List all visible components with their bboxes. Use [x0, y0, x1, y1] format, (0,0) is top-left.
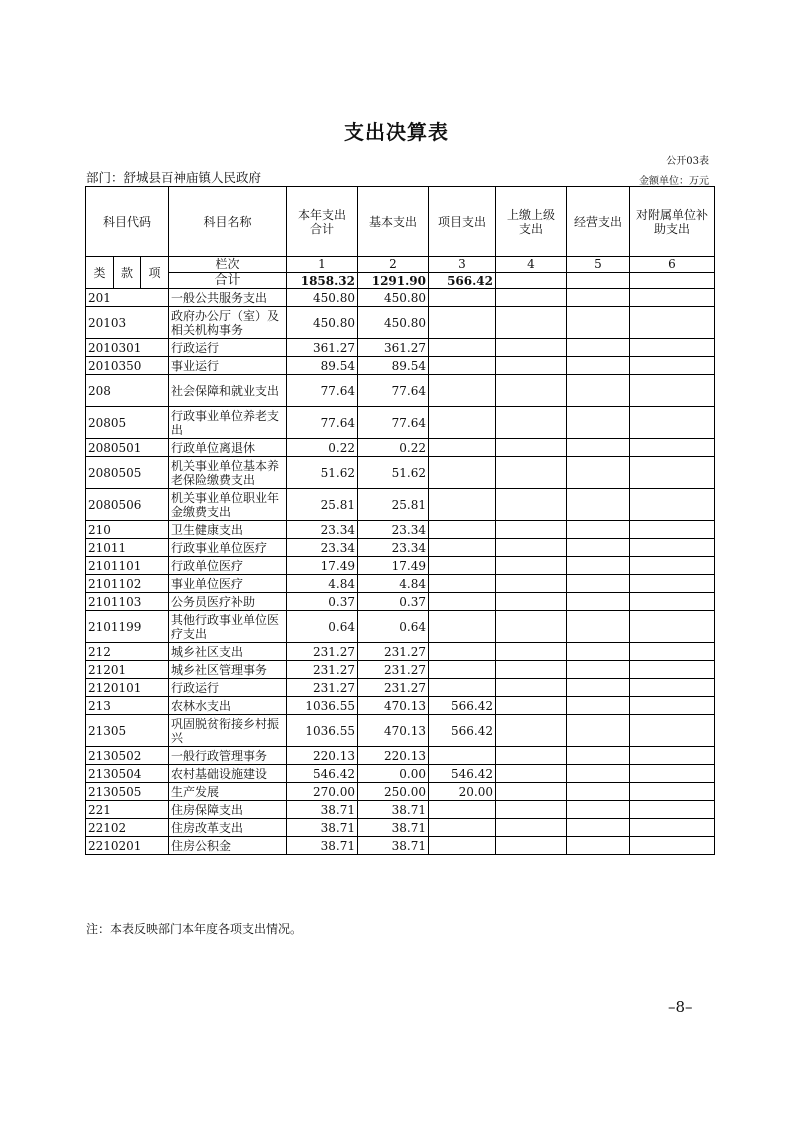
row-code: 2101103	[86, 593, 169, 611]
row-upper	[496, 611, 567, 643]
row-business	[567, 521, 630, 539]
row-upper	[496, 679, 567, 697]
row-project: 546.42	[429, 765, 496, 783]
header-row	[86, 187, 715, 257]
row-total: 89.54	[287, 357, 358, 375]
table-row	[86, 307, 715, 339]
row-project	[429, 289, 496, 307]
row-business	[567, 307, 630, 339]
row-name: 行政事业单位医疗	[169, 539, 287, 557]
row-business	[567, 407, 630, 439]
row-code: 2010350	[86, 357, 169, 375]
table-row	[86, 357, 715, 375]
row-upper	[496, 747, 567, 765]
row-upper	[496, 715, 567, 747]
row-upper	[496, 837, 567, 855]
table-row	[86, 715, 715, 747]
row-business	[567, 801, 630, 819]
row-basic: 77.64	[358, 407, 429, 439]
row-name: 城乡社区管理事务	[169, 661, 287, 679]
table-row	[86, 557, 715, 575]
row-subsidy	[630, 557, 715, 575]
row-name: 卫生健康支出	[169, 521, 287, 539]
row-subsidy	[630, 289, 715, 307]
row-total: 1036.55	[287, 697, 358, 715]
table-row	[86, 837, 715, 855]
row-basic: 77.64	[358, 375, 429, 407]
row-basic: 250.00	[358, 783, 429, 801]
row-upper	[496, 765, 567, 783]
table-row	[86, 661, 715, 679]
row-business	[567, 783, 630, 801]
row-basic: 38.71	[358, 819, 429, 837]
row-code: 20805	[86, 407, 169, 439]
row-total: 38.71	[287, 819, 358, 837]
column-number-1: 1	[287, 257, 358, 273]
row-code: 21305	[86, 715, 169, 747]
row-project	[429, 407, 496, 439]
row-subsidy	[630, 783, 715, 801]
row-code: 2101102	[86, 575, 169, 593]
header-lei: 类	[86, 257, 114, 289]
row-project	[429, 439, 496, 457]
row-basic: 0.22	[358, 439, 429, 457]
row-basic: 470.13	[358, 697, 429, 715]
row-code: 210	[86, 521, 169, 539]
row-name: 其他行政事业单位医疗支出	[169, 611, 287, 643]
row-basic: 220.13	[358, 747, 429, 765]
row-project	[429, 539, 496, 557]
row-name: 事业运行	[169, 357, 287, 375]
row-code: 2080505	[86, 457, 169, 489]
row-name: 行政事业单位养老支出	[169, 407, 287, 439]
row-name: 社会保障和就业支出	[169, 375, 287, 407]
total-subsidy	[630, 273, 715, 289]
table-row	[86, 611, 715, 643]
row-project	[429, 819, 496, 837]
row-business	[567, 375, 630, 407]
row-business	[567, 679, 630, 697]
row-name: 一般行政管理事务	[169, 747, 287, 765]
row-code: 22102	[86, 819, 169, 837]
row-total: 0.64	[287, 611, 358, 643]
row-basic: 470.13	[358, 715, 429, 747]
row-code: 2210201	[86, 837, 169, 855]
table-row	[86, 575, 715, 593]
row-upper	[496, 783, 567, 801]
total-upper	[496, 273, 567, 289]
row-upper	[496, 593, 567, 611]
row-project: 566.42	[429, 697, 496, 715]
row-total: 77.64	[287, 375, 358, 407]
row-subsidy	[630, 819, 715, 837]
total-basic: 1291.90	[358, 273, 429, 289]
row-upper	[496, 375, 567, 407]
row-name: 机关事业单位基本养老保险缴费支出	[169, 457, 287, 489]
row-business	[567, 611, 630, 643]
table-row	[86, 489, 715, 521]
row-code: 213	[86, 697, 169, 715]
row-business	[567, 339, 630, 357]
row-subsidy	[630, 747, 715, 765]
row-name: 机关事业单位职业年金缴费支出	[169, 489, 287, 521]
row-basic: 25.81	[358, 489, 429, 521]
row-upper	[496, 439, 567, 457]
row-project	[429, 489, 496, 521]
header-subsidy: 对附属单位补助支出	[630, 187, 715, 257]
row-name: 住房公积金	[169, 837, 287, 855]
row-code: 208	[86, 375, 169, 407]
total-project: 566.42	[429, 273, 496, 289]
row-basic: 231.27	[358, 643, 429, 661]
row-code: 2101101	[86, 557, 169, 575]
row-basic: 361.27	[358, 339, 429, 357]
row-project	[429, 575, 496, 593]
total-business	[567, 273, 630, 289]
row-basic: 450.80	[358, 307, 429, 339]
form-number: 公开03表	[666, 156, 709, 167]
row-name: 政府办公厅（室）及相关机构事务	[169, 307, 287, 339]
row-basic: 38.71	[358, 801, 429, 819]
row-basic: 231.27	[358, 661, 429, 679]
row-code: 21201	[86, 661, 169, 679]
row-upper	[496, 661, 567, 679]
header-xiang: 项	[141, 257, 169, 289]
row-code: 2010301	[86, 339, 169, 357]
page-number: –8–	[668, 998, 693, 1016]
row-basic: 51.62	[358, 457, 429, 489]
row-code: 2130505	[86, 783, 169, 801]
row-name: 公务员医疗补助	[169, 593, 287, 611]
row-code: 2080506	[86, 489, 169, 521]
row-total: 546.42	[287, 765, 358, 783]
row-subsidy	[630, 593, 715, 611]
table-row	[86, 679, 715, 697]
column-number-4: 4	[496, 257, 567, 273]
row-total: 4.84	[287, 575, 358, 593]
table-row	[86, 783, 715, 801]
row-total: 51.62	[287, 457, 358, 489]
table-row	[86, 801, 715, 819]
row-business	[567, 643, 630, 661]
table-row	[86, 375, 715, 407]
row-code: 2080501	[86, 439, 169, 457]
row-upper	[496, 697, 567, 715]
row-code: 2130504	[86, 765, 169, 783]
row-total: 77.64	[287, 407, 358, 439]
column-number-2: 2	[358, 257, 429, 273]
row-upper	[496, 489, 567, 521]
row-name: 事业单位医疗	[169, 575, 287, 593]
row-project	[429, 593, 496, 611]
row-project	[429, 643, 496, 661]
row-name: 农村基础设施建设	[169, 765, 287, 783]
table-row	[86, 539, 715, 557]
row-upper	[496, 539, 567, 557]
table-row	[86, 289, 715, 307]
row-total: 1036.55	[287, 715, 358, 747]
row-name: 城乡社区支出	[169, 643, 287, 661]
column-index-row	[86, 257, 715, 273]
expenditure-table	[85, 186, 715, 855]
row-name: 行政单位医疗	[169, 557, 287, 575]
header-code: 科目代码	[86, 187, 169, 257]
row-name: 住房改革支出	[169, 819, 287, 837]
row-name: 住房保障支出	[169, 801, 287, 819]
row-project	[429, 307, 496, 339]
row-total: 0.22	[287, 439, 358, 457]
table-row	[86, 765, 715, 783]
row-business	[567, 357, 630, 375]
row-upper	[496, 557, 567, 575]
row-subsidy	[630, 611, 715, 643]
table-row	[86, 457, 715, 489]
header-kuan: 款	[114, 257, 141, 289]
row-total: 0.37	[287, 593, 358, 611]
table-row	[86, 339, 715, 357]
header-total: 本年支出合计	[287, 187, 358, 257]
row-total: 231.27	[287, 643, 358, 661]
row-subsidy	[630, 697, 715, 715]
row-project	[429, 357, 496, 375]
row-business	[567, 557, 630, 575]
row-subsidy	[630, 457, 715, 489]
row-basic: 0.00	[358, 765, 429, 783]
row-code: 2120101	[86, 679, 169, 697]
row-upper	[496, 643, 567, 661]
row-subsidy	[630, 439, 715, 457]
row-basic: 4.84	[358, 575, 429, 593]
row-business	[567, 747, 630, 765]
row-code: 2101199	[86, 611, 169, 643]
row-project	[429, 837, 496, 855]
row-total: 450.80	[287, 307, 358, 339]
row-code: 2130502	[86, 747, 169, 765]
total-total: 1858.32	[287, 273, 358, 289]
row-business	[567, 457, 630, 489]
row-basic: 231.27	[358, 679, 429, 697]
row-total: 270.00	[287, 783, 358, 801]
row-upper	[496, 819, 567, 837]
row-name: 一般公共服务支出	[169, 289, 287, 307]
row-project	[429, 557, 496, 575]
header-project: 项目支出	[429, 187, 496, 257]
row-total: 38.71	[287, 837, 358, 855]
row-project	[429, 661, 496, 679]
row-name: 巩固脱贫衔接乡村振兴	[169, 715, 287, 747]
row-upper	[496, 801, 567, 819]
row-project	[429, 679, 496, 697]
header-name: 科目名称	[169, 187, 287, 257]
row-basic: 23.34	[358, 521, 429, 539]
row-subsidy	[630, 837, 715, 855]
header-basic: 基本支出	[358, 187, 429, 257]
column-number-6: 6	[630, 257, 715, 273]
row-upper	[496, 407, 567, 439]
row-code: 20103	[86, 307, 169, 339]
row-subsidy	[630, 489, 715, 521]
row-project	[429, 375, 496, 407]
table-row	[86, 643, 715, 661]
row-business	[567, 575, 630, 593]
row-code: 21011	[86, 539, 169, 557]
row-subsidy	[630, 339, 715, 357]
table-row	[86, 747, 715, 765]
row-basic: 38.71	[358, 837, 429, 855]
row-project	[429, 747, 496, 765]
row-total: 450.80	[287, 289, 358, 307]
header-upper: 上缴上级支出	[496, 187, 567, 257]
row-total: 25.81	[287, 489, 358, 521]
row-basic: 17.49	[358, 557, 429, 575]
row-basic: 23.34	[358, 539, 429, 557]
row-total: 231.27	[287, 679, 358, 697]
total-label: 合计	[169, 273, 287, 289]
row-code: 201	[86, 289, 169, 307]
row-subsidy	[630, 521, 715, 539]
row-total: 361.27	[287, 339, 358, 357]
row-subsidy	[630, 375, 715, 407]
row-subsidy	[630, 679, 715, 697]
row-business	[567, 439, 630, 457]
row-upper	[496, 357, 567, 375]
row-subsidy	[630, 715, 715, 747]
row-business	[567, 289, 630, 307]
row-total: 38.71	[287, 801, 358, 819]
row-subsidy	[630, 307, 715, 339]
row-basic: 450.80	[358, 289, 429, 307]
row-subsidy	[630, 801, 715, 819]
row-basic: 0.64	[358, 611, 429, 643]
row-subsidy	[630, 661, 715, 679]
row-subsidy	[630, 357, 715, 375]
row-basic: 0.37	[358, 593, 429, 611]
row-business	[567, 837, 630, 855]
row-subsidy	[630, 539, 715, 557]
row-project: 20.00	[429, 783, 496, 801]
row-upper	[496, 575, 567, 593]
total-row	[86, 273, 715, 289]
row-total: 220.13	[287, 747, 358, 765]
row-code: 221	[86, 801, 169, 819]
row-code: 212	[86, 643, 169, 661]
table-row	[86, 697, 715, 715]
table-row	[86, 521, 715, 539]
row-total: 17.49	[287, 557, 358, 575]
row-upper	[496, 307, 567, 339]
table-note: 注：本表反映部门本年度各项支出情况。	[86, 922, 303, 936]
row-name: 行政单位离退休	[169, 439, 287, 457]
column-index-label: 栏次	[169, 257, 287, 273]
row-upper	[496, 339, 567, 357]
row-business	[567, 593, 630, 611]
row-upper	[496, 521, 567, 539]
row-total: 23.34	[287, 521, 358, 539]
column-number-5: 5	[567, 257, 630, 273]
table-row	[86, 593, 715, 611]
row-name: 生产发展	[169, 783, 287, 801]
row-project	[429, 611, 496, 643]
row-upper	[496, 289, 567, 307]
row-upper	[496, 457, 567, 489]
row-subsidy	[630, 575, 715, 593]
table-row	[86, 407, 715, 439]
row-business	[567, 539, 630, 557]
header-business: 经营支出	[567, 187, 630, 257]
table-row	[86, 819, 715, 837]
row-business	[567, 489, 630, 521]
column-number-3: 3	[429, 257, 496, 273]
row-name: 农林水支出	[169, 697, 287, 715]
row-business	[567, 819, 630, 837]
page-title: 支出决算表	[344, 120, 449, 144]
row-total: 23.34	[287, 539, 358, 557]
row-business	[567, 715, 630, 747]
row-name: 行政运行	[169, 679, 287, 697]
amount-unit-label: 金额单位：万元	[639, 176, 709, 187]
row-subsidy	[630, 765, 715, 783]
table-row	[86, 439, 715, 457]
row-business	[567, 697, 630, 715]
row-project	[429, 521, 496, 539]
row-total: 231.27	[287, 661, 358, 679]
row-name: 行政运行	[169, 339, 287, 357]
row-subsidy	[630, 407, 715, 439]
row-project	[429, 457, 496, 489]
row-project: 566.42	[429, 715, 496, 747]
row-subsidy	[630, 643, 715, 661]
row-business	[567, 765, 630, 783]
row-business	[567, 661, 630, 679]
row-basic: 89.54	[358, 357, 429, 375]
row-project	[429, 339, 496, 357]
row-project	[429, 801, 496, 819]
department-label: 部门：舒城县百神庙镇人民政府	[86, 170, 262, 185]
